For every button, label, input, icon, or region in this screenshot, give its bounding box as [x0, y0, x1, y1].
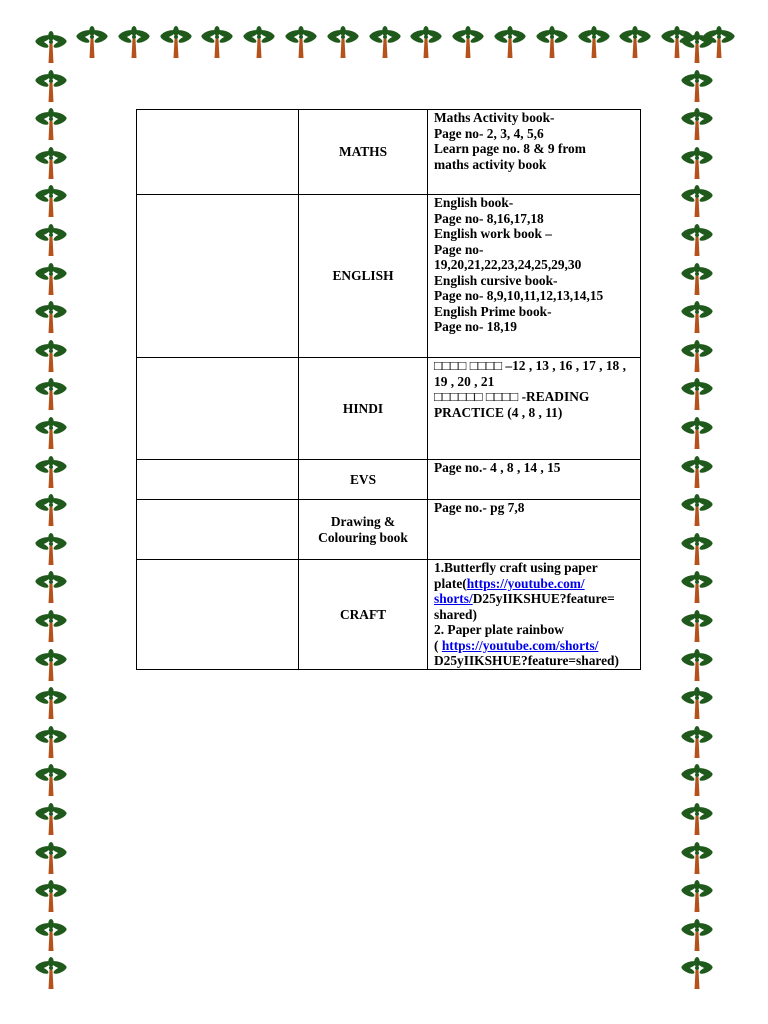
palm-tree-icon	[34, 301, 68, 335]
palm-tree-icon	[34, 571, 68, 605]
detail-line: 19,20,21,22,23,24,25,29,30	[434, 257, 582, 272]
palm-tree-icon	[34, 70, 68, 104]
detail-line: Page no.- 4 , 8 , 14 , 15	[434, 460, 561, 475]
palm-tree-icon	[680, 687, 714, 721]
details-cell	[428, 195, 641, 358]
detail-line: 1.Butterfly craft using paper	[434, 560, 598, 575]
palm-tree-icon	[284, 26, 318, 60]
palm-tree-icon	[34, 185, 68, 219]
palm-tree-icon	[34, 147, 68, 181]
palm-tree-icon	[680, 610, 714, 644]
palm-tree-icon	[117, 26, 151, 60]
subject-cell	[299, 358, 428, 460]
detail-text: plate(	[434, 575, 467, 591]
subject-cell	[299, 195, 428, 358]
palm-tree-icon	[680, 726, 714, 760]
palm-tree-icon	[680, 185, 714, 219]
palm-tree-icon	[680, 880, 714, 914]
empty-cell	[137, 500, 299, 560]
detail-line: □□□□□□ □□□□ -READING	[434, 389, 590, 404]
detail-line: Learn page no. 8 & 9 from	[434, 141, 586, 156]
table-row	[137, 358, 641, 460]
youtube-link[interactable]: https://youtube.com/shorts/	[441, 637, 599, 653]
palm-tree-icon	[680, 571, 714, 605]
details-cell	[428, 110, 641, 195]
palm-tree-icon	[34, 957, 68, 991]
detail-line	[434, 576, 637, 592]
subject-label: HINDI	[342, 400, 384, 416]
empty-cell	[137, 358, 299, 460]
palm-tree-icon	[680, 842, 714, 876]
detail-line: Page no- 18,19	[434, 319, 517, 334]
detail-line: Maths Activity book-	[434, 110, 555, 125]
palm-tree-icon	[680, 263, 714, 297]
empty-cell	[137, 110, 299, 195]
table-row	[137, 460, 641, 500]
palm-tree-icon	[680, 224, 714, 258]
palm-tree-icon	[34, 533, 68, 567]
palm-tree-icon	[34, 108, 68, 142]
table-row	[137, 110, 641, 195]
table-row	[137, 500, 641, 560]
subject-label: CRAFT	[339, 606, 387, 622]
subject-label: ENGLISH	[332, 268, 394, 284]
palm-tree-icon	[680, 456, 714, 490]
palm-tree-icon	[34, 610, 68, 644]
palm-tree-icon	[680, 649, 714, 683]
palm-tree-icon	[368, 26, 402, 60]
palm-tree-icon	[34, 919, 68, 953]
empty-cell	[137, 560, 299, 670]
palm-tree-icon	[326, 26, 360, 60]
palm-tree-icon	[200, 26, 234, 60]
palm-tree-icon	[34, 456, 68, 490]
detail-line: English cursive book-	[434, 272, 558, 288]
palm-tree-icon	[34, 340, 68, 374]
palm-tree-icon	[34, 494, 68, 528]
palm-tree-icon	[34, 687, 68, 721]
detail-text: (	[434, 637, 442, 653]
details-cell	[428, 500, 641, 560]
detail-line: Page no.- pg 7,8	[434, 500, 525, 515]
palm-tree-icon	[680, 417, 714, 451]
subject-label: EVS	[349, 471, 377, 487]
palm-tree-icon	[34, 726, 68, 760]
detail-line	[434, 591, 637, 607]
detail-line: Page no- 8,16,17,18	[434, 210, 544, 226]
subject-label: MATHS	[338, 144, 388, 160]
palm-tree-icon	[409, 26, 443, 60]
palm-tree-icon	[680, 533, 714, 567]
details-cell	[428, 560, 641, 670]
palm-tree-icon	[680, 494, 714, 528]
palm-tree-icon	[34, 842, 68, 876]
table-row	[137, 195, 641, 358]
detail-line	[434, 638, 637, 654]
subject-cell	[299, 560, 428, 670]
subject-cell	[299, 460, 428, 500]
palm-tree-icon	[680, 340, 714, 374]
palm-tree-icon	[34, 803, 68, 837]
palm-tree-icon	[242, 26, 276, 60]
detail-line: D25yIIKSHUE?feature=shared)	[434, 653, 619, 668]
palm-tree-icon	[680, 764, 714, 798]
palm-tree-icon	[451, 26, 485, 60]
homework-table	[136, 109, 641, 670]
detail-line: Page no- 2, 3, 4, 5,6	[434, 125, 544, 141]
palm-tree-icon	[680, 70, 714, 104]
empty-cell	[137, 195, 299, 358]
detail-line: PRACTICE (4 , 8 , 11)	[434, 404, 563, 420]
palm-tree-icon	[34, 263, 68, 297]
detail-line: maths activity book	[434, 156, 547, 172]
palm-tree-icon	[34, 417, 68, 451]
palm-tree-icon	[535, 26, 569, 60]
details-cell	[428, 460, 641, 500]
empty-cell	[137, 460, 299, 500]
details-cell	[428, 358, 641, 460]
detail-line: Page no-	[434, 241, 484, 257]
palm-tree-icon	[577, 26, 611, 60]
detail-line: English book-	[434, 195, 514, 210]
palm-tree-icon	[34, 649, 68, 683]
detail-line: shared)	[434, 606, 477, 622]
palm-tree-icon	[34, 31, 68, 65]
palm-tree-icon	[493, 26, 527, 60]
detail-text: D25yIIKSHUE?feature=	[472, 591, 615, 606]
palm-tree-icon	[34, 224, 68, 258]
detail-line: 19 , 20 , 21	[434, 373, 495, 389]
palm-tree-icon	[680, 301, 714, 335]
table-row	[137, 560, 641, 670]
palm-tree-icon	[75, 26, 109, 60]
palm-tree-icon	[34, 378, 68, 412]
palm-tree-icon	[34, 764, 68, 798]
palm-tree-icon	[680, 803, 714, 837]
subject-cell	[299, 500, 428, 560]
subject-cell	[299, 110, 428, 195]
palm-tree-icon	[680, 957, 714, 991]
palm-tree-icon	[680, 919, 714, 953]
subject-label: Colouring book	[318, 529, 408, 545]
palm-tree-icon	[618, 26, 652, 60]
palm-tree-icon	[680, 31, 714, 65]
detail-line: English work book –	[434, 226, 552, 241]
palm-tree-icon	[680, 147, 714, 181]
youtube-link[interactable]: shorts/	[434, 591, 473, 606]
detail-line: □□□□ □□□□ –12 , 13 , 16 , 17 , 18 ,	[434, 358, 626, 373]
subject-label: Drawing &	[330, 514, 396, 529]
palm-tree-icon	[159, 26, 193, 60]
palm-tree-icon	[680, 108, 714, 142]
detail-line: English Prime book-	[434, 303, 552, 319]
detail-line: 2. Paper plate rainbow	[434, 622, 564, 637]
detail-line: Page no- 8,9,10,11,12,13,14,15	[434, 288, 604, 303]
palm-tree-icon	[680, 378, 714, 412]
youtube-link[interactable]: https://youtube.com/	[466, 575, 585, 591]
palm-tree-icon	[34, 880, 68, 914]
